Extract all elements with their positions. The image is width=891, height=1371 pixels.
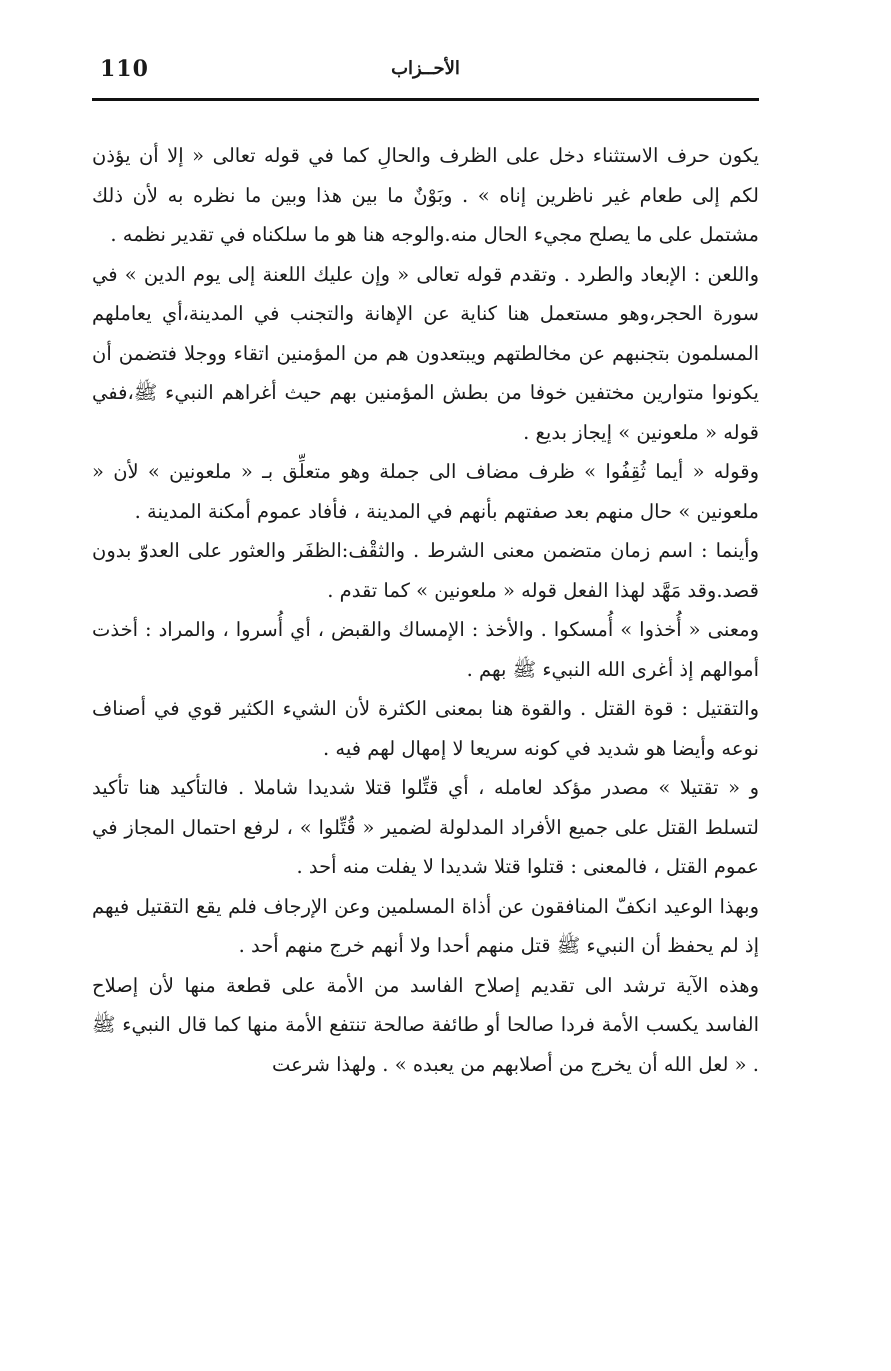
paragraph: يكون حرف الاستثناء دخل على الظرف والحالِ كما في قوله تعالى « إلا أن يؤذن لكم إلى طعام غير ناظرين إناه » . وبَوْنٌ ما بين هذا وبين ما نظره به لأن ذلك مشتمل على ما يصلح مجيء الحال منه.والوجه هنا هو ما سلكناه في تقدير نظمه . [92,144,759,246]
page-body [92,136,759,1084]
running-title: الأحــزاب [391,58,460,79]
paragraph: ومعنى « أُخذوا » أُمسكوا . والأخذ : الإمساك والقبض ، أي أُسروا ، والمراد : أخذت أموالهم إذ أغرى الله النبيء ﷺ بهم . [92,618,759,681]
paragraph: وقوله « أيما ثُقِفُوا » ظرف مضاف الى جملة وهو متعلِّق بـ « ملعونين » لأن « ملعونين » حال منهم بعد صفتهم بأنهم في المدينة ، فأفاد عموم أمكنة المدينة . [92,460,759,523]
paragraph: و « تقتيلا » مصدر مؤكد لعامله ، أي قتِّلوا قتلا شديدا شاملا . فالتأكيد هنا تأكيد لتسلط القتل على جميع الأفراد المدلولة لضمير « قُتِّلوا » ، لرفع احتمال المجاز في عموم القتل ، فالمعنى : قتلوا قتلا شديدا لا يفلت منه أحد . [92,776,759,878]
page-header [92,52,759,94]
paragraph: والتقتيل : قوة القتل . والقوة هنا بمعنى الكثرة لأن الشيء الكثير قوي في أصناف نوعه وأيضا هو شديد في كونه سريعا لا إمهال لهم فيه . [92,697,760,760]
paragraph: وهذه الآية ترشد الى تقديم إصلاح الفاسد من الأمة على قطعة منها لأن إصلاح الفاسد يكسب الأمة فردا صالحا أو طائفة صالحة تنتفع الأمة منها كما قال النبيء ﷺ . « لعل الله أن يخرج من أصلابهم من يعبده » . ولهذا شرعت [92,973,759,1076]
paragraph: واللعن : الإبعاد والطرد . وتقدم قوله تعالى « وإن عليك اللعنة إلى يوم الدين » في سورة الحجر،وهو مستعمل هنا كناية عن الإهانة والتجنب في المدينة،أي يعاملهم المسلمون بتجنبهم عن مخالطتهم ويبتعدون هم من المؤمنين اتقاء ووجلا فتضمن أن يكونوا متوارين مختفين خوفا من بطش المؤمنين بهم حيث أغراهم النبيء ﷺ،ففي قوله « ملعونين » إيجاز بديع . [92,262,759,444]
paragraph: وبهذا الوعيد انكفّ المنافقون عن أذاة المسلمين وعن الإرجاف فلم يقع التقتيل فيهم إذ لم يحفظ أن النبيء ﷺ قتل منهم أحدا ولا أنهم خرج منهم أحد . [92,894,759,957]
paragraph: وأينما : اسم زمان متضمن معنى الشرط . والثقْف:الظفَر والعثور على العدوّ بدون قصد.وقد مَهَّد لهذا الفعل قوله « ملعونين » كما تقدم . [92,539,759,602]
header-divider [92,98,759,101]
page-number: 110 [100,56,149,82]
